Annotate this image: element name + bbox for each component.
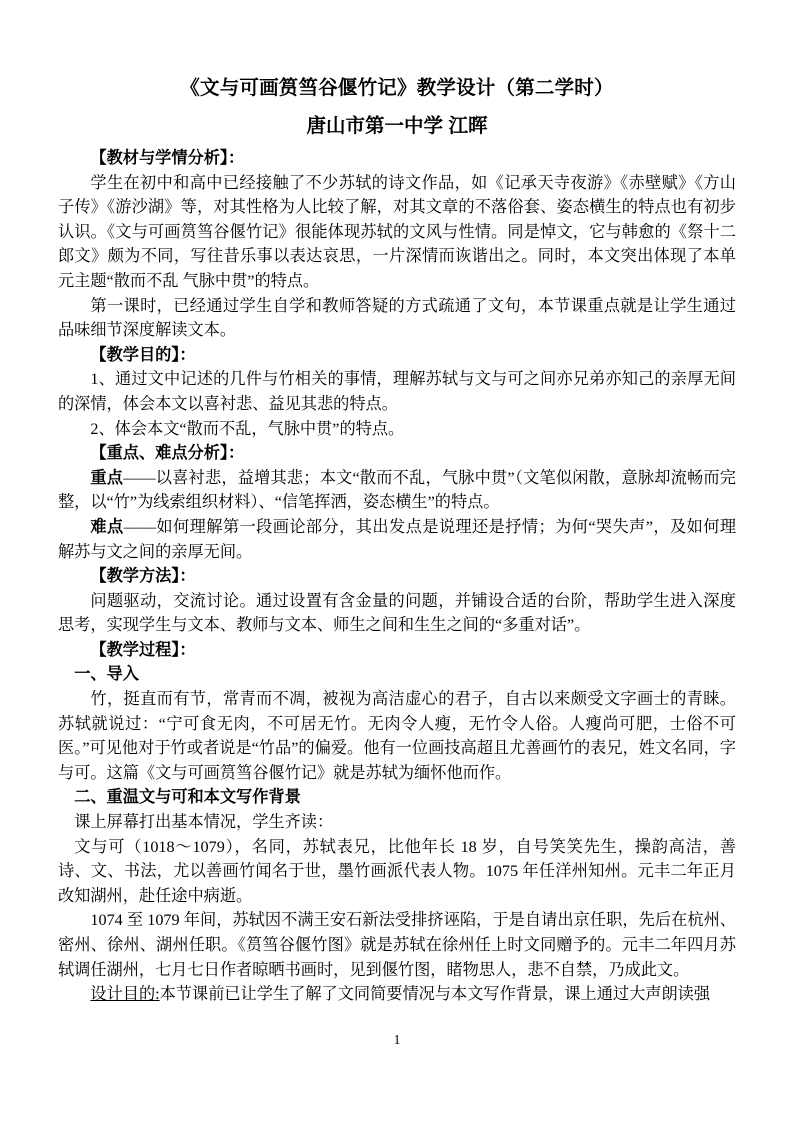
section-heading-analysis: 【教材与学情分析】：	[90, 149, 245, 167]
design-purpose-label: 设计目的:	[90, 985, 160, 1004]
step-heading-two: 二、重温文与可和本文写作背景	[74, 788, 301, 807]
section-heading-method: 【教学方法】：	[90, 567, 196, 586]
paragraph-keypoint	[58, 466, 736, 515]
page-number: 1	[393, 1032, 401, 1047]
document-author: 唐山市第一中学 江晖	[306, 115, 488, 137]
difficulty-text: ——如何理解第一段画论部分，其出发点是说理还是抒情；为何“哭失声”，及如何理解苏与文之间的亲厚无间。	[58, 517, 737, 561]
keypoint-label: 重点	[90, 468, 124, 487]
paragraph-method: 问题驱动，交流讨论。通过设置有含金量的问题，并铺设合适的台阶，帮助学生进入深度思考，实现学生与文本、教师与文本、师生之间和生生之间的“多重对话”。	[58, 591, 736, 635]
section-heading-objectives: 【教学目的】：	[90, 345, 196, 364]
objective-item-1: 1、通过文中记述的几件与竹相关的事情，理解苏轼与文与可之间亦兄弟亦知己的亲厚无间的深情，体会本文以喜衬悲、益见其悲的特点。	[58, 370, 736, 413]
page-title: 《文与可画筼筜谷偃竹记》教学设计（第二学时）	[180, 78, 614, 99]
section-heading-process: 【教学过程】：	[90, 640, 196, 659]
keypoint-text: ——以喜衬悲，益增其悲；本文“散而不乱，气脉中贯”（文笔似闲散，意脉却流畅而完整，以“竹”为线索组织材料）、“信笔挥洒，姿态横生”的特点。	[58, 468, 736, 512]
document-body	[58, 146, 736, 1007]
objective-item-2: 2、体会本文“散而不乱，气脉中贯”的特点。	[90, 419, 405, 438]
paragraph-analysis-2: 第一课时，已经通过学生自学和教师答疑的方式疏通了文句，本节课重点就是让学生通过品味细节深度解读文本。	[58, 296, 736, 340]
section-heading-keypoints: 【重点、难点分析】：	[90, 444, 245, 463]
paragraph-difficulty	[58, 515, 736, 564]
document-content	[58, 74, 736, 1007]
paragraph-analysis-1: 学生在初中和高中已经接触了不少苏轼的诗文作品，如《记承天寺夜游》《赤壁赋》《方山子传》《游沙湖》等，对其性格为人比较了解，对其文章的不落俗套、姿态横生的特点也有初步认识。《文与可画筼筜谷偃竹记》很能体现苏轼的文风与性情。同是悼文，它与韩愈的《祭十二郎文》颇为不同，写往昔乐事以表达哀思，一片深情而诙谐出之。同时，本文突出体现了本单元主题“散而不乱 气脉中贯”的特点。	[58, 173, 736, 290]
paragraph-design-purpose	[58, 982, 736, 1007]
paragraph-step-two-intro: 课上屏幕打出基本情况，学生齐读：	[74, 813, 334, 832]
design-purpose-text: 本节课前已让学生了解了文同简要情况与本文写作背景，课上通过大声朗读强	[159, 985, 711, 1004]
difficulty-label: 难点	[90, 517, 124, 536]
paragraph-step-one: 竹，挺直而有节，常青而不凋，被视为高洁虚心的君子，自古以来颇受文字画士的青睐。苏轼就说过：“宁可食无肉，不可居无竹。无肉令人瘦，无竹令人俗。人瘦尚可肥，士俗不可医。”可见他对于竹或者说是“竹品”的偏爱。他有一位画技高超且尤善画竹的表兄，姓文名同，字与可。这篇《文与可画筼筜谷偃竹记》就是苏轼为缅怀他而作。	[58, 690, 736, 782]
step-heading-one: 一、导入	[74, 665, 139, 684]
paragraph-step-two-2: 1074 至 1079 年间，苏轼因不满王安石新法受排挤诬陷，于是自请出京任职，先后在杭州、密州、徐州、湖州任职。《筼筜谷偃竹图》就是苏轼在徐州任上时文同赠予的。元丰二年四月苏轼调任湖州，七月七日作者晾晒书画时，见到偃竹图，睹物思人，悲不自禁，乃成此文。	[58, 911, 736, 979]
paragraph-step-two-1: 文与可（1018～1079），名同，苏轼表兄，比他年长 18 岁，自号笑笑先生，操韵高洁，善诗、文、书法，尤以善画竹闻名于世，墨竹画派代表人物。1075 年任洋州知州。元丰二年正月改知湖州，赴任途中病逝。	[58, 837, 736, 905]
